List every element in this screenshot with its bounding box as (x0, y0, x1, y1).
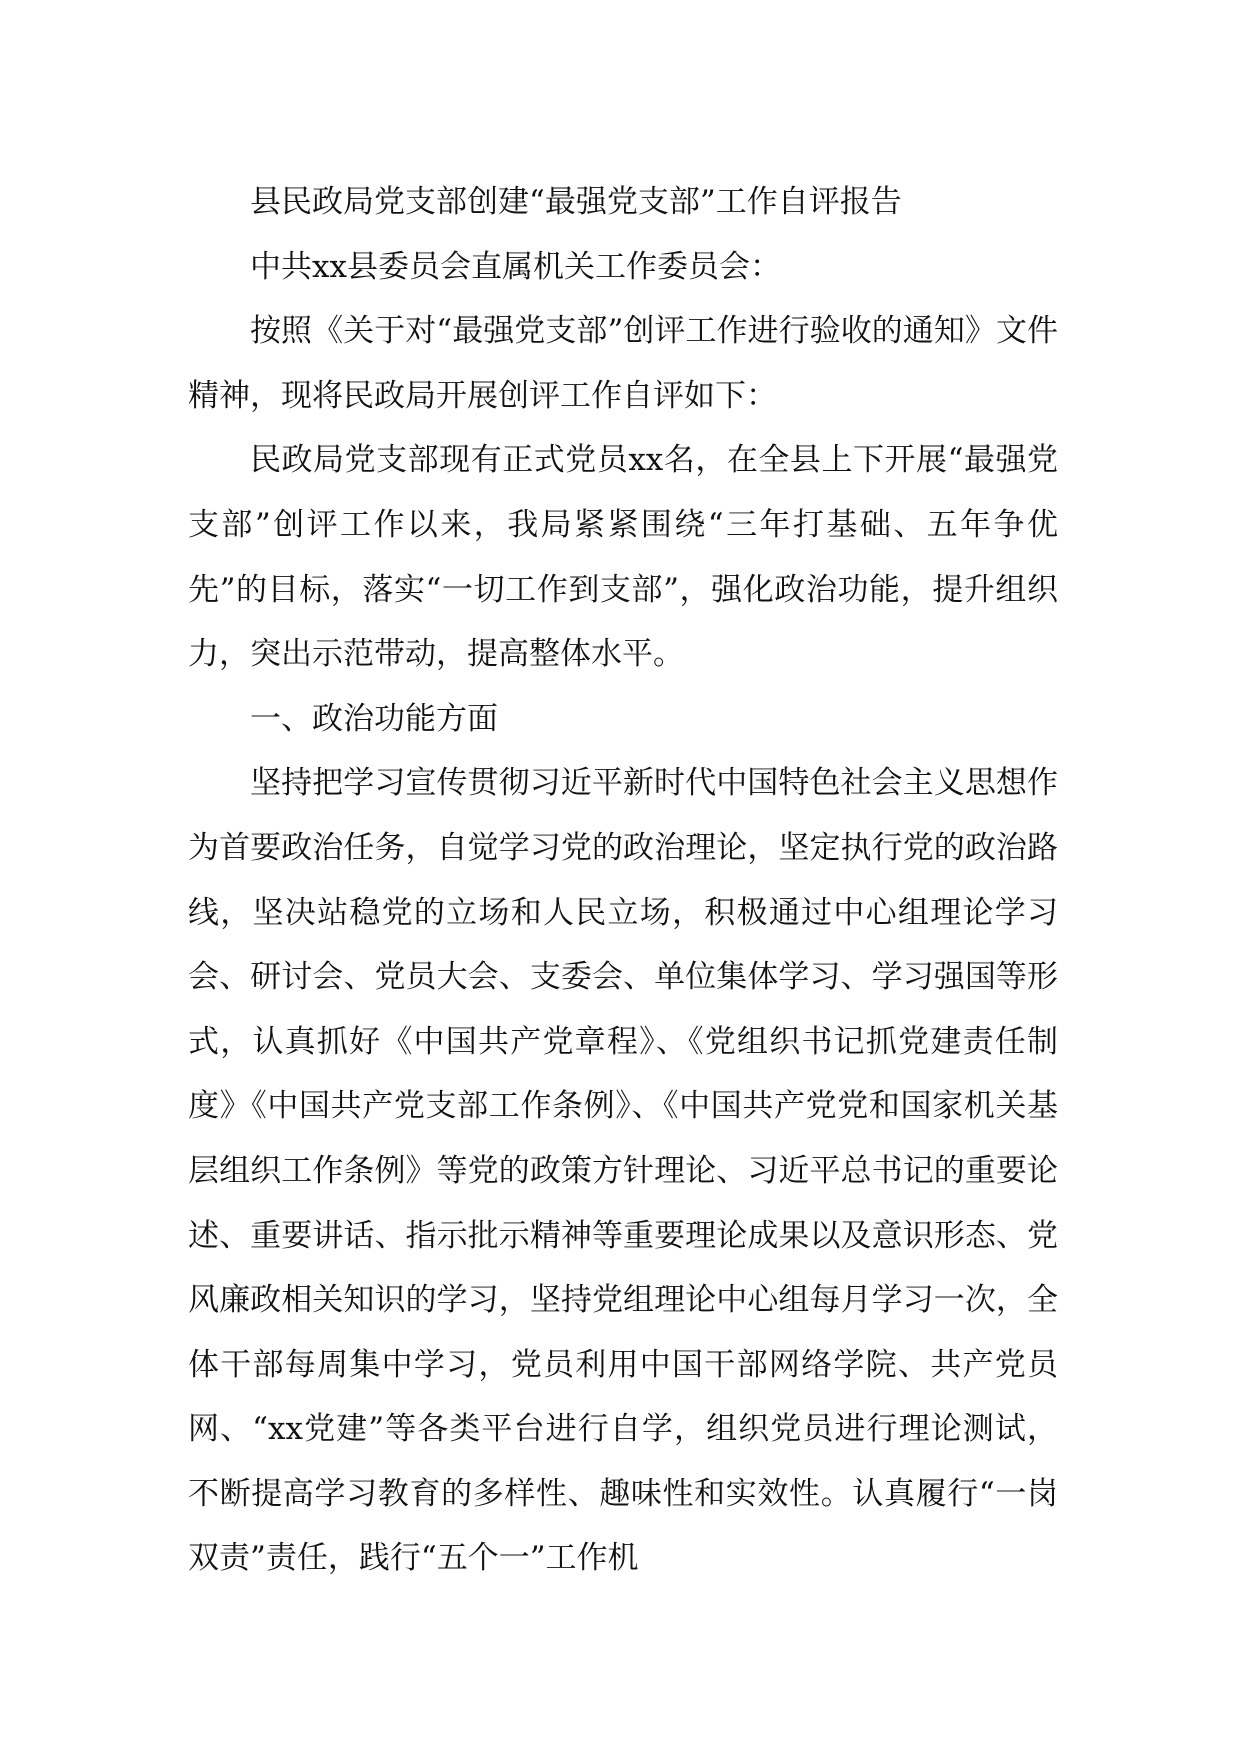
paragraph-political-function: 坚持把学习宣传贯彻习近平新时代中国特色社会主义思想作为首要政治任务，自觉学习党的政治理论，坚定执行党的政治路线，坚决站稳党的立场和人民立场，积极通过中心组理论学习会、研讨会、党员大会、支委会、单位集体学习、学习强国等形式，认真抓好《中国共产党章程》、《党组织书记抓党建责任制度》《中国共产党支部工作条例》、《中国共产党党和国家机关基层组织工作条例》等党的政策方针理论、习近平总书记的重要论述、重要讲话、指示批示精神等重要理论成果以及意识形态、党风廉政相关知识的学习，坚持党组理论中心组每月学习一次，全体干部每周集中学习，党员利用中国干部网络学院、共产党员网、“xx党建”等各类平台进行自学，组织党员进行理论测试，不断提高学习教育的多样性、趣味性和实效性。认真履行“一岗双责”责任，践行“五个一”工作机 (188, 765, 1058, 1577)
section-heading: 一、政治功能方面 (250, 700, 498, 737)
document-body (188, 170, 1058, 1591)
paragraph-intro: 按照《关于对“最强党支部”创评工作进行验收的通知》文件精神，现将民政局开展创评工作自评如下： (188, 313, 1058, 414)
document-title: 县民政局党支部创建“最强党支部”工作自评报告 (250, 184, 902, 220)
paragraph-overview: 民政局党支部现有正式党员xx名，在全县上下开展“最强党支部”创评工作以来，我局紧紧围绕“三年打基础、五年争优先”的目标，落实“一切工作到支部”，强化政治功能，提升组织力，突出示范带动，提高整体水平。 (188, 442, 1058, 673)
salutation: 中共xx县委员会直属机关工作委员会： (250, 248, 781, 285)
